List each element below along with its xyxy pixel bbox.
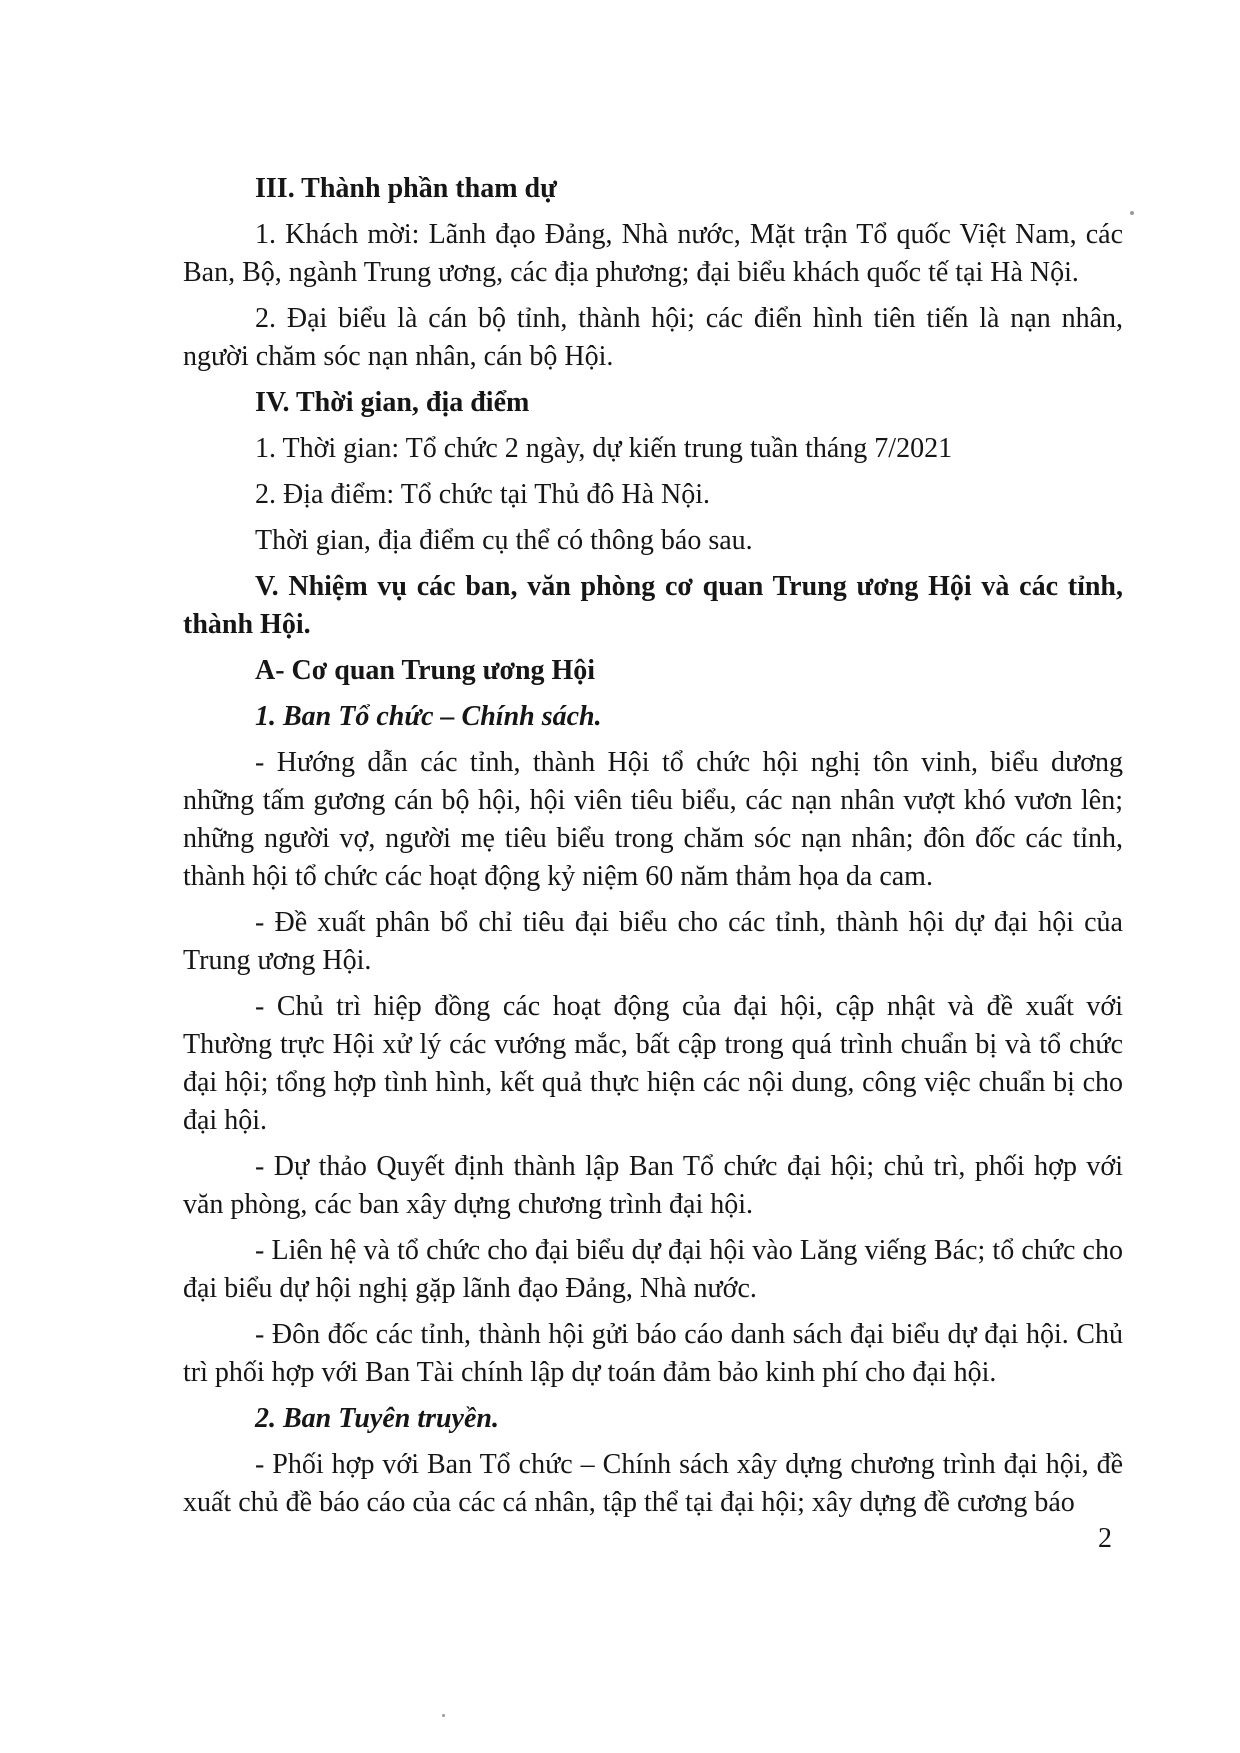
subsection-heading-a: A- Cơ quan Trung ương Hội: [255, 655, 596, 686]
section-heading-iii: III. Thành phần tham dự: [255, 173, 557, 204]
scan-speck: [1130, 211, 1134, 215]
paragraph: 1. Thời gian: Tổ chức 2 ngày, dự kiến trung tuần tháng 7/2021: [255, 433, 953, 464]
section-heading-iv: IV. Thời gian, địa điểm: [255, 387, 530, 418]
subsection-heading-2: 2. Ban Tuyên truyền.: [255, 1403, 499, 1434]
paragraph: Thời gian, địa điểm cụ thể có thông báo sau.: [255, 525, 753, 556]
paragraph: 1. Khách mời: Lãnh đạo Đảng, Nhà nước, Mặt trận Tổ quốc Việt Nam, các Ban, Bộ, ngành Trung ương, các địa phương; đại biểu khách quốc tế tại Hà Nội.: [183, 219, 1123, 288]
subsection-heading-1: 1. Ban Tổ chức – Chính sách.: [255, 701, 602, 732]
section-heading-v: V. Nhiệm vụ các ban, văn phòng cơ quan Trung ương Hội và các tỉnh, thành Hội.: [183, 571, 1123, 640]
paragraph: - Dự thảo Quyết định thành lập Ban Tổ chức đại hội; chủ trì, phối hợp với văn phòng, các ban xây dựng chương trình đại hội.: [183, 1151, 1123, 1220]
paragraph: - Đề xuất phân bổ chỉ tiêu đại biểu cho các tỉnh, thành hội dự đại hội của Trung ương Hội.: [183, 907, 1123, 976]
document-body: [183, 170, 1123, 1530]
paragraph: 2. Địa điểm: Tổ chức tại Thủ đô Hà Nội.: [255, 479, 711, 510]
paragraph: - Liên hệ và tổ chức cho đại biểu dự đại hội vào Lăng viếng Bác; tổ chức cho đại biểu dự hội nghị gặp lãnh đạo Đảng, Nhà nước.: [183, 1235, 1123, 1304]
paragraph: - Đôn đốc các tỉnh, thành hội gửi báo cáo danh sách đại biểu dự đại hội. Chủ trì phối hợp với Ban Tài chính lập dự toán đảm bảo kinh phí cho đại hội.: [183, 1319, 1123, 1388]
page-number: 2: [1098, 1523, 1112, 1554]
paragraph: 2. Đại biểu là cán bộ tỉnh, thành hội; các điển hình tiên tiến là nạn nhân, người chăm sóc nạn nhân, cán bộ Hội.: [183, 303, 1123, 372]
paragraph: - Hướng dẫn các tỉnh, thành Hội tổ chức hội nghị tôn vinh, biểu dương những tấm gương cán bộ hội, hội viên tiêu biểu, các nạn nhân vượt khó vươn lên; những người vợ, người mẹ tiêu biểu trong chăm sóc nạn nhân; đôn đốc các tỉnh, thành hội tổ chức các hoạt động kỷ niệm 60 năm thảm họa da cam.: [183, 747, 1123, 892]
scan-speck: [442, 1714, 445, 1717]
paragraph: - Phối hợp với Ban Tổ chức – Chính sách xây dựng chương trình đại hội, đề xuất chủ đề báo cáo của các cá nhân, tập thể tại đại hội; xây dựng đề cương báo: [183, 1449, 1123, 1518]
paragraph: - Chủ trì hiệp đồng các hoạt động của đại hội, cập nhật và đề xuất với Thường trực Hội xử lý các vướng mắc, bất cập trong quá trình chuẩn bị và tổ chức đại hội; tổng hợp tình hình, kết quả thực hiện các nội dung, công việc chuẩn bị cho đại hội.: [183, 991, 1123, 1136]
